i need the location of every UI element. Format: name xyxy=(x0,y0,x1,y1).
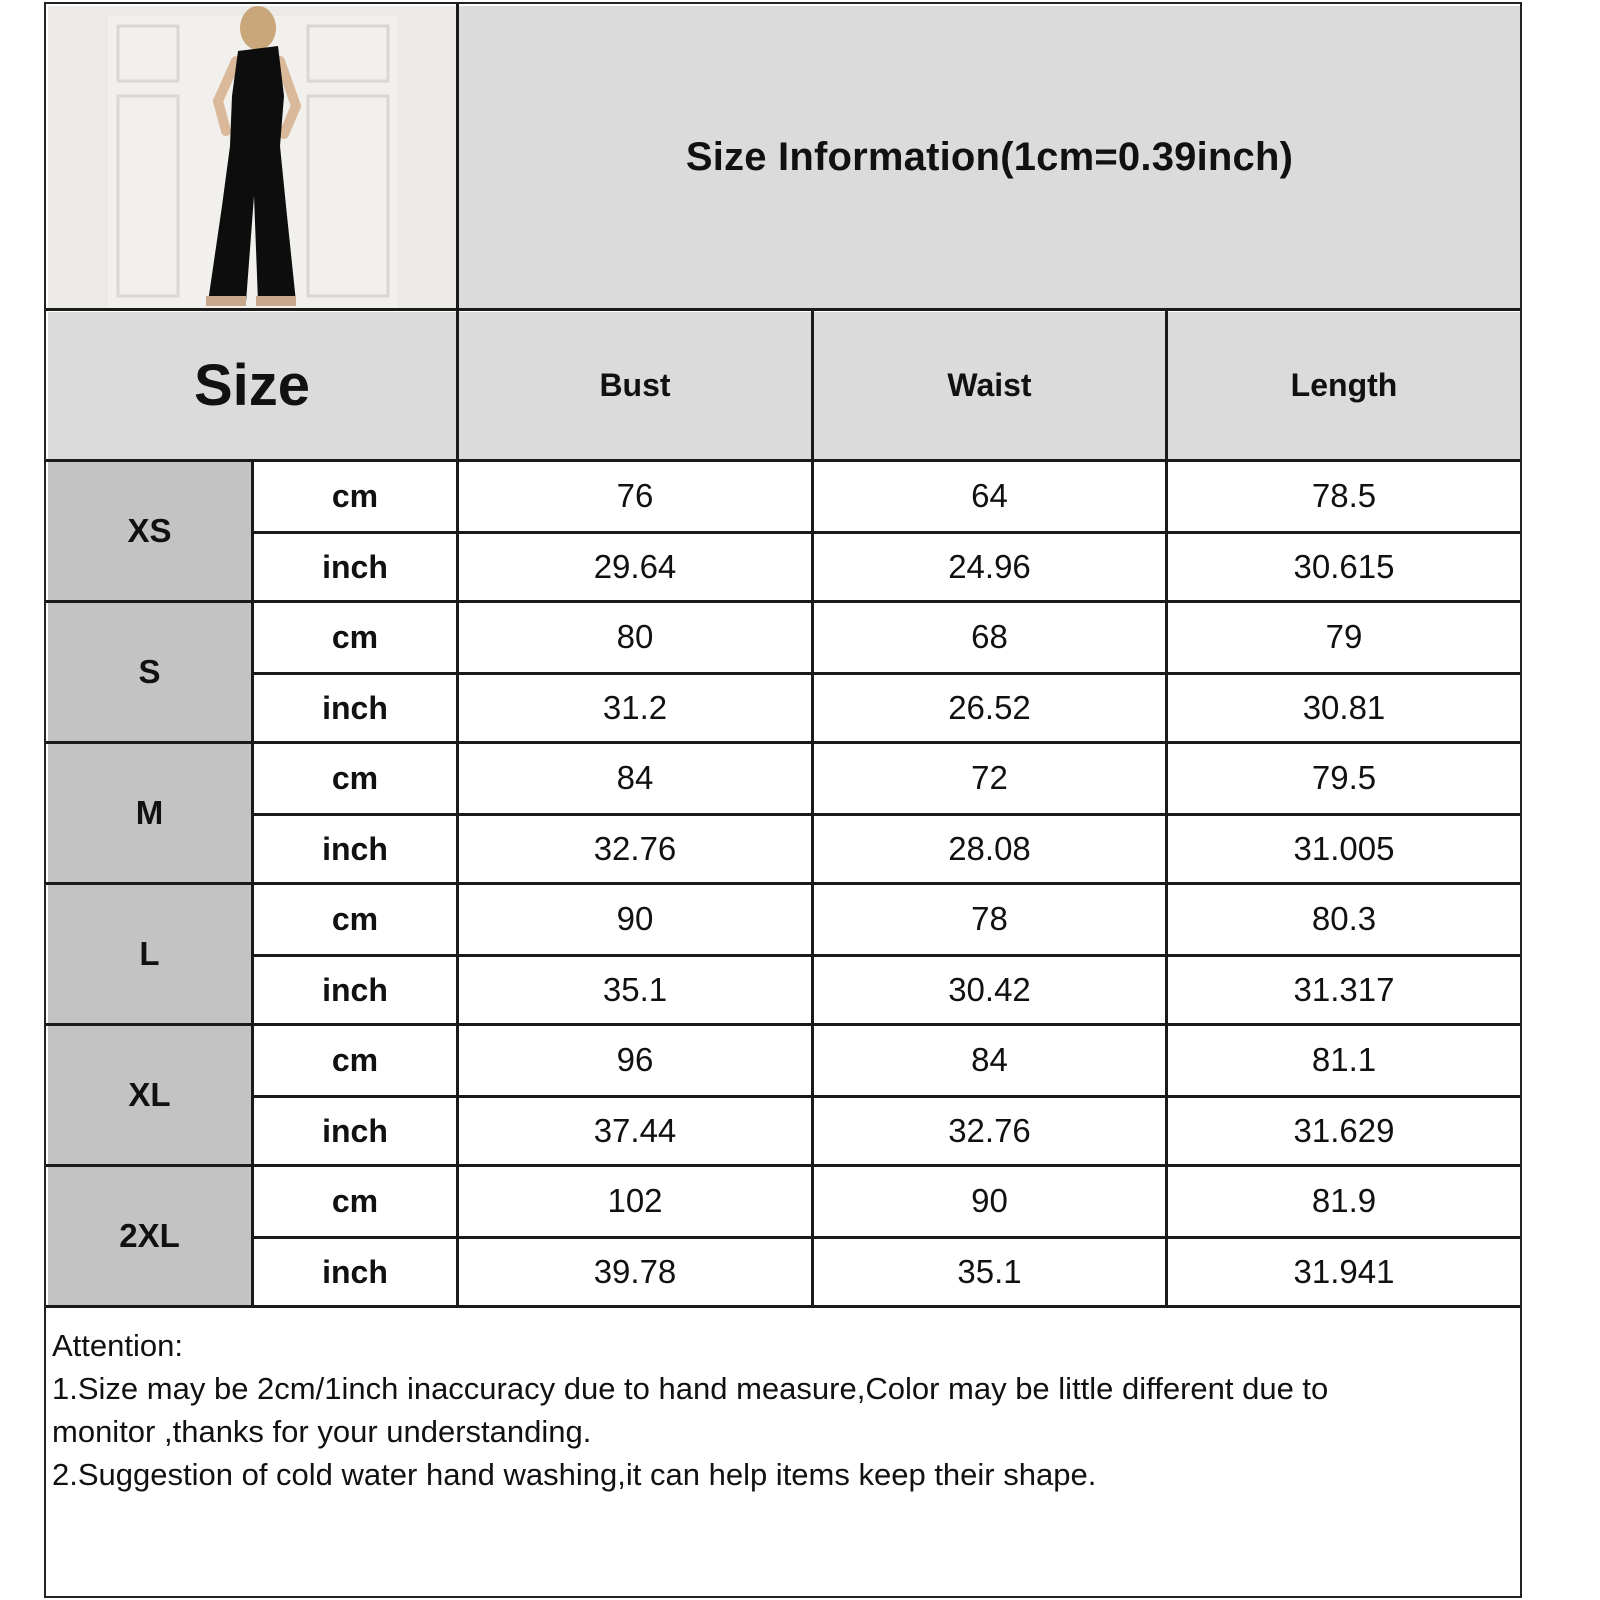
column-header-bust xyxy=(459,312,811,459)
grid-line xyxy=(46,741,1520,744)
value-cell xyxy=(814,462,1165,530)
measurement-value: 31.317 xyxy=(1293,971,1395,1008)
measurement-value: 79 xyxy=(1325,618,1363,655)
grid-line xyxy=(46,1305,1520,1308)
size-name: S xyxy=(138,653,161,690)
measurement-value: 72 xyxy=(971,759,1008,796)
value-cell xyxy=(1168,815,1520,883)
value-cell xyxy=(1168,1167,1520,1235)
grid-line xyxy=(46,1164,1520,1167)
column-header-label: Length xyxy=(1290,367,1398,403)
measurement-value: 81.9 xyxy=(1311,1182,1377,1219)
value-cell xyxy=(814,744,1165,812)
measurement-value: 35.1 xyxy=(602,971,668,1008)
notes-heading: Attention: xyxy=(52,1328,183,1363)
value-cell xyxy=(814,1238,1165,1306)
value-cell xyxy=(1168,1238,1520,1306)
value-cell xyxy=(814,1026,1165,1094)
size-cell xyxy=(48,462,251,600)
measurement-value: 84 xyxy=(616,759,654,796)
size-name: XL xyxy=(128,1076,171,1113)
unit-label: cm xyxy=(331,477,379,514)
value-cell xyxy=(1168,744,1520,812)
grid-line xyxy=(251,531,1520,534)
jumpsuit-model-image xyxy=(48,6,456,308)
grid-line xyxy=(251,1095,1520,1098)
size-cell xyxy=(48,1026,251,1164)
measurement-value: 80.3 xyxy=(1311,900,1377,937)
grid-line xyxy=(251,672,1520,675)
grid-line xyxy=(46,459,1520,462)
measurement-value: 90 xyxy=(616,900,654,937)
grid-line xyxy=(46,1023,1520,1026)
notes-line: 1.Size may be 2cm/1inch inaccuracy due to hand measure,Color may be little different due to xyxy=(52,1371,1329,1406)
measurement-value: 26.52 xyxy=(948,689,1031,726)
value-cell xyxy=(1168,462,1520,530)
grid-line xyxy=(46,600,1520,603)
measurement-value: 32.76 xyxy=(593,830,677,867)
value-cell xyxy=(1168,533,1520,601)
unit-label: cm xyxy=(331,900,379,937)
grid-line xyxy=(456,4,459,1306)
value-cell xyxy=(1168,1097,1520,1165)
measurement-value: 90 xyxy=(971,1182,1008,1219)
unit-label: inch xyxy=(322,548,388,585)
unit-cell xyxy=(254,815,456,883)
unit-label: cm xyxy=(331,1041,379,1078)
size-cell xyxy=(48,885,251,1023)
unit-cell xyxy=(254,885,456,953)
value-cell xyxy=(459,674,811,742)
grid-line xyxy=(251,813,1520,816)
column-header-label: Waist xyxy=(947,367,1032,403)
value-cell xyxy=(1168,956,1520,1024)
value-cell xyxy=(459,956,811,1024)
column-header-label: Bust xyxy=(599,367,671,403)
value-cell xyxy=(1168,603,1520,671)
measurement-value: 84 xyxy=(971,1041,1008,1078)
size-header-cell xyxy=(48,312,456,459)
unit-cell xyxy=(254,603,456,671)
unit-label: inch xyxy=(322,689,388,726)
size-chart xyxy=(44,2,1522,1598)
measurement-value: 29.64 xyxy=(593,548,677,585)
unit-label: cm xyxy=(331,759,379,796)
size-name: M xyxy=(135,794,164,831)
value-cell xyxy=(814,1097,1165,1165)
measurement-value: 31.2 xyxy=(602,689,668,726)
size-name: 2XL xyxy=(119,1217,180,1254)
unit-cell xyxy=(254,1238,456,1306)
value-cell xyxy=(459,1097,811,1165)
measurement-value: 32.76 xyxy=(948,1112,1031,1149)
value-cell xyxy=(814,674,1165,742)
unit-cell xyxy=(254,956,456,1024)
unit-cell xyxy=(254,1026,456,1094)
measurement-value: 30.42 xyxy=(948,971,1031,1008)
measurement-value: 96 xyxy=(616,1041,654,1078)
measurement-value: 24.96 xyxy=(948,548,1031,585)
unit-cell xyxy=(254,1167,456,1235)
grid-line xyxy=(251,460,254,1306)
value-cell xyxy=(814,533,1165,601)
page-title: Size Information(1cm=0.39inch) xyxy=(685,134,1294,179)
value-cell xyxy=(1168,885,1520,953)
product-photo xyxy=(48,6,456,308)
measurement-value: 39.78 xyxy=(593,1253,677,1290)
value-cell xyxy=(459,603,811,671)
measurement-value: 30.81 xyxy=(1302,689,1386,726)
measurement-value: 31.005 xyxy=(1293,830,1395,867)
measurement-value: 79.5 xyxy=(1311,759,1377,796)
unit-cell xyxy=(254,1097,456,1165)
value-cell xyxy=(459,533,811,601)
unit-label: cm xyxy=(331,1182,379,1219)
grid-line xyxy=(46,308,1520,311)
value-cell xyxy=(814,815,1165,883)
measurement-value: 30.615 xyxy=(1293,548,1395,585)
measurement-value: 31.941 xyxy=(1293,1253,1395,1290)
unit-label: inch xyxy=(322,1253,388,1290)
value-cell xyxy=(1168,1026,1520,1094)
unit-cell xyxy=(254,462,456,530)
value-cell xyxy=(459,1167,811,1235)
header-banner xyxy=(459,6,1520,308)
value-cell xyxy=(814,956,1165,1024)
size-header-label: Size xyxy=(193,353,311,418)
measurement-value: 28.08 xyxy=(948,830,1031,867)
size-cell xyxy=(48,744,251,882)
value-cell xyxy=(459,1238,811,1306)
size-name: L xyxy=(139,935,160,972)
grid-line xyxy=(1165,309,1168,1306)
unit-label: inch xyxy=(322,830,388,867)
size-name: XS xyxy=(127,512,172,549)
notes-line: 2.Suggestion of cold water hand washing,it can help items keep their shape. xyxy=(52,1457,1097,1492)
value-cell xyxy=(459,462,811,530)
measurement-value: 31.629 xyxy=(1293,1112,1395,1149)
notes-line: monitor ,thanks for your understanding. xyxy=(52,1414,592,1449)
grid-line xyxy=(251,954,1520,957)
unit-cell xyxy=(254,674,456,742)
value-cell xyxy=(814,603,1165,671)
size-cell xyxy=(48,603,251,741)
unit-cell xyxy=(254,533,456,601)
value-cell xyxy=(459,744,811,812)
measurement-value: 64 xyxy=(971,477,1008,514)
value-cell xyxy=(1168,674,1520,742)
value-cell xyxy=(459,815,811,883)
size-cell xyxy=(48,1167,251,1305)
grid-line xyxy=(46,882,1520,885)
measurement-value: 78.5 xyxy=(1311,477,1377,514)
value-cell xyxy=(459,1026,811,1094)
measurement-value: 81.1 xyxy=(1311,1041,1377,1078)
grid-line xyxy=(811,309,814,1306)
unit-label: inch xyxy=(322,971,388,1008)
unit-label: inch xyxy=(322,1112,388,1149)
unit-label: cm xyxy=(331,618,379,655)
attention-notes xyxy=(52,1324,1512,1496)
column-header-waist xyxy=(814,312,1165,459)
value-cell xyxy=(814,1167,1165,1235)
unit-cell xyxy=(254,744,456,812)
measurement-value: 102 xyxy=(607,1182,663,1219)
measurement-value: 68 xyxy=(971,618,1008,655)
measurement-value: 80 xyxy=(616,618,654,655)
measurement-value: 35.1 xyxy=(957,1253,1022,1290)
value-cell xyxy=(814,885,1165,953)
measurement-value: 76 xyxy=(616,477,654,514)
column-header-length xyxy=(1168,312,1520,459)
measurement-value: 78 xyxy=(971,900,1008,937)
value-cell xyxy=(459,885,811,953)
measurement-value: 37.44 xyxy=(593,1112,677,1149)
grid-line xyxy=(251,1236,1520,1239)
